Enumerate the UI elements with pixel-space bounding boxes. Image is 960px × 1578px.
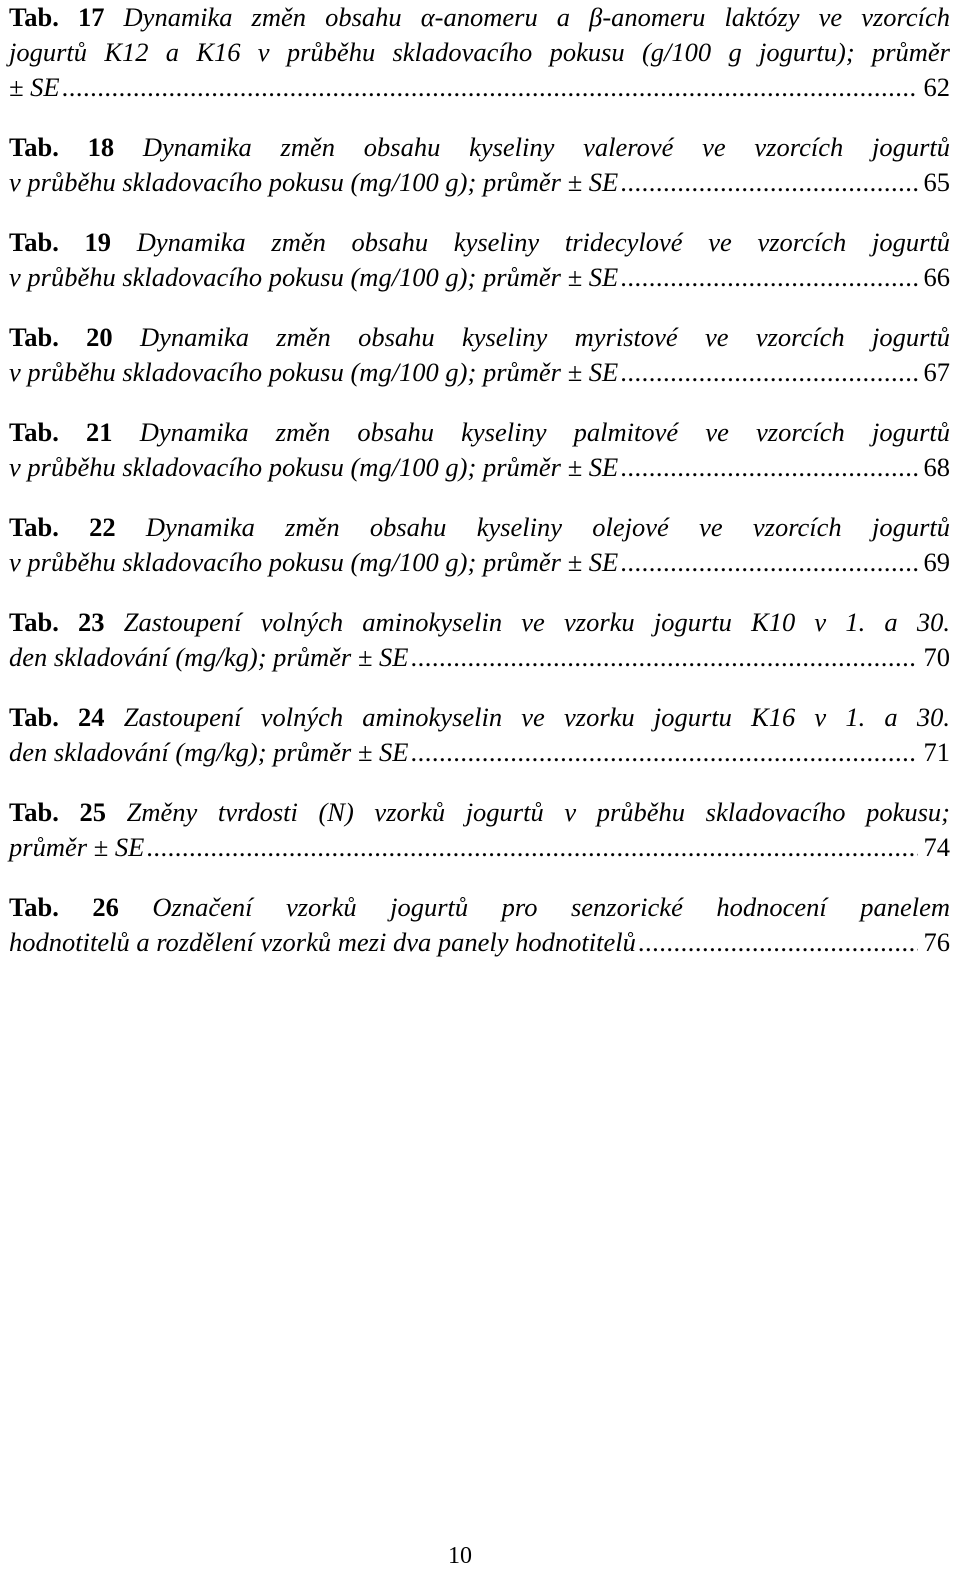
entry-caption-end: den skladování (mg/kg); průměr ± SE: [9, 642, 409, 672]
dot-leader: [620, 545, 917, 580]
entry-caption-line: Dynamika změn obsahu kyseliny olejové ve vzorcích jogurtů: [145, 512, 951, 542]
entry-page-number: 70: [923, 642, 950, 672]
entry-last-line: [9, 735, 950, 770]
entry-caption-end: v průběhu skladovacího pokusu (mg/100 g); průměr ± SE: [9, 357, 619, 387]
entry-last-line: [9, 70, 950, 105]
toc-entry[interactable]: [9, 415, 950, 485]
entry-caption-line: Zastoupení volných aminokyselin ve vzorku jogurtu K10 v 1. a 30.: [123, 607, 950, 637]
entry-line: [9, 320, 950, 355]
entry-label: Tab. 23: [9, 607, 105, 637]
entry-line: [9, 225, 950, 260]
entry-last-line: [9, 545, 950, 580]
entry-last-line: [9, 830, 950, 865]
entry-line: [9, 890, 950, 925]
toc-entry[interactable]: [9, 700, 950, 770]
entry-page-number: 66: [923, 262, 950, 292]
toc-entry[interactable]: [9, 510, 950, 580]
entry-last-line: [9, 640, 950, 675]
dot-leader: [620, 165, 917, 200]
entry-caption-end: hodnotitelů a rozdělení vzorků mezi dva panely hodnotitelů: [9, 927, 636, 957]
entry-line: [9, 700, 950, 735]
entry-label: Tab. 20: [9, 322, 113, 352]
entry-label: Tab. 26: [9, 892, 119, 922]
entry-page-number: 69: [923, 547, 950, 577]
entry-caption-end: v průběhu skladovacího pokusu (mg/100 g); průměr ± SE: [9, 452, 619, 482]
entry-caption-end: průměr ± SE: [9, 832, 145, 862]
toc-entry[interactable]: [9, 130, 950, 200]
entry-last-line: [9, 165, 950, 200]
entry-label: Tab. 24: [9, 702, 105, 732]
entry-caption-line: Změny tvrdosti (N) vzorků jogurtů v průběhu skladovacího pokusu;: [126, 797, 951, 827]
entry-label: Tab. 25: [9, 797, 106, 827]
entry-caption-end: v průběhu skladovacího pokusu (mg/100 g); průměr ± SE: [9, 167, 619, 197]
entry-caption-line: Zastoupení volných aminokyselin ve vzorku jogurtu K16 v 1. a 30.: [123, 702, 950, 732]
entry-line: [9, 0, 950, 35]
entry-caption-line: Dynamika změn obsahu kyseliny myristové ve vzorcích jogurtů: [140, 322, 951, 352]
entry-page-number: 76: [923, 927, 950, 957]
entry-caption-line: Označení vzorků jogurtů pro senzorické hodnocení panelem: [152, 892, 950, 922]
page-footer-number: 10: [448, 1543, 472, 1569]
dot-leader: [410, 735, 917, 770]
toc-entry[interactable]: [9, 320, 950, 390]
entry-last-line: [9, 450, 950, 485]
dot-leader: [620, 450, 917, 485]
entry-caption-end: den skladování (mg/kg); průměr ± SE: [9, 737, 409, 767]
entry-line: [9, 605, 950, 640]
toc-entry[interactable]: [9, 890, 950, 960]
entry-page-number: 67: [923, 357, 950, 387]
dot-leader: [62, 70, 918, 105]
dot-leader: [638, 925, 918, 960]
entry-caption-line: Dynamika změn obsahu kyseliny valerové ve vzorcích jogurtů: [142, 132, 951, 162]
entry-line: [9, 35, 950, 70]
entry-label: Tab. 19: [9, 227, 112, 257]
entry-last-line: [9, 925, 950, 960]
entry-label: Tab. 21: [9, 417, 113, 447]
entry-caption-end: ± SE: [9, 72, 60, 102]
entry-caption-line: Dynamika změn obsahu kyseliny tridecylové ve vzorcích jogurtů: [136, 227, 950, 257]
entry-label: Tab. 22: [9, 512, 116, 542]
entry-caption-end: v průběhu skladovacího pokusu (mg/100 g); průměr ± SE: [9, 547, 619, 577]
entry-page-number: 74: [923, 832, 950, 862]
dot-leader: [146, 830, 917, 865]
entry-caption-end: v průběhu skladovacího pokusu (mg/100 g); průměr ± SE: [9, 262, 619, 292]
list-of-tables: [9, 0, 950, 985]
dot-leader: [410, 640, 917, 675]
entry-last-line: [9, 355, 950, 390]
entry-page-number: 62: [923, 72, 950, 102]
toc-entry[interactable]: [9, 795, 950, 865]
entry-caption-line: jogurtů K12 a K16 v průběhu skladovacího pokusu (g/100 g jogurtu); průměr: [9, 37, 950, 67]
toc-entry[interactable]: [9, 225, 950, 295]
entry-last-line: [9, 260, 950, 295]
entry-page-number: 65: [923, 167, 950, 197]
entry-caption-line: Dynamika změn obsahu α-anomeru a β-anomeru laktózy ve vzorcích: [123, 2, 951, 32]
entry-line: [9, 130, 950, 165]
dot-leader: [620, 355, 917, 390]
entry-line: [9, 510, 950, 545]
dot-leader: [620, 260, 917, 295]
entry-line: [9, 795, 950, 830]
entry-page-number: 68: [923, 452, 950, 482]
toc-entry[interactable]: [9, 0, 950, 105]
entry-line: [9, 415, 950, 450]
entry-caption-line: Dynamika změn obsahu kyseliny palmitové ve vzorcích jogurtů: [139, 417, 951, 447]
entry-label: Tab. 17: [9, 2, 105, 32]
entry-label: Tab. 18: [9, 132, 115, 162]
entry-page-number: 71: [923, 737, 950, 767]
toc-entry[interactable]: [9, 605, 950, 675]
